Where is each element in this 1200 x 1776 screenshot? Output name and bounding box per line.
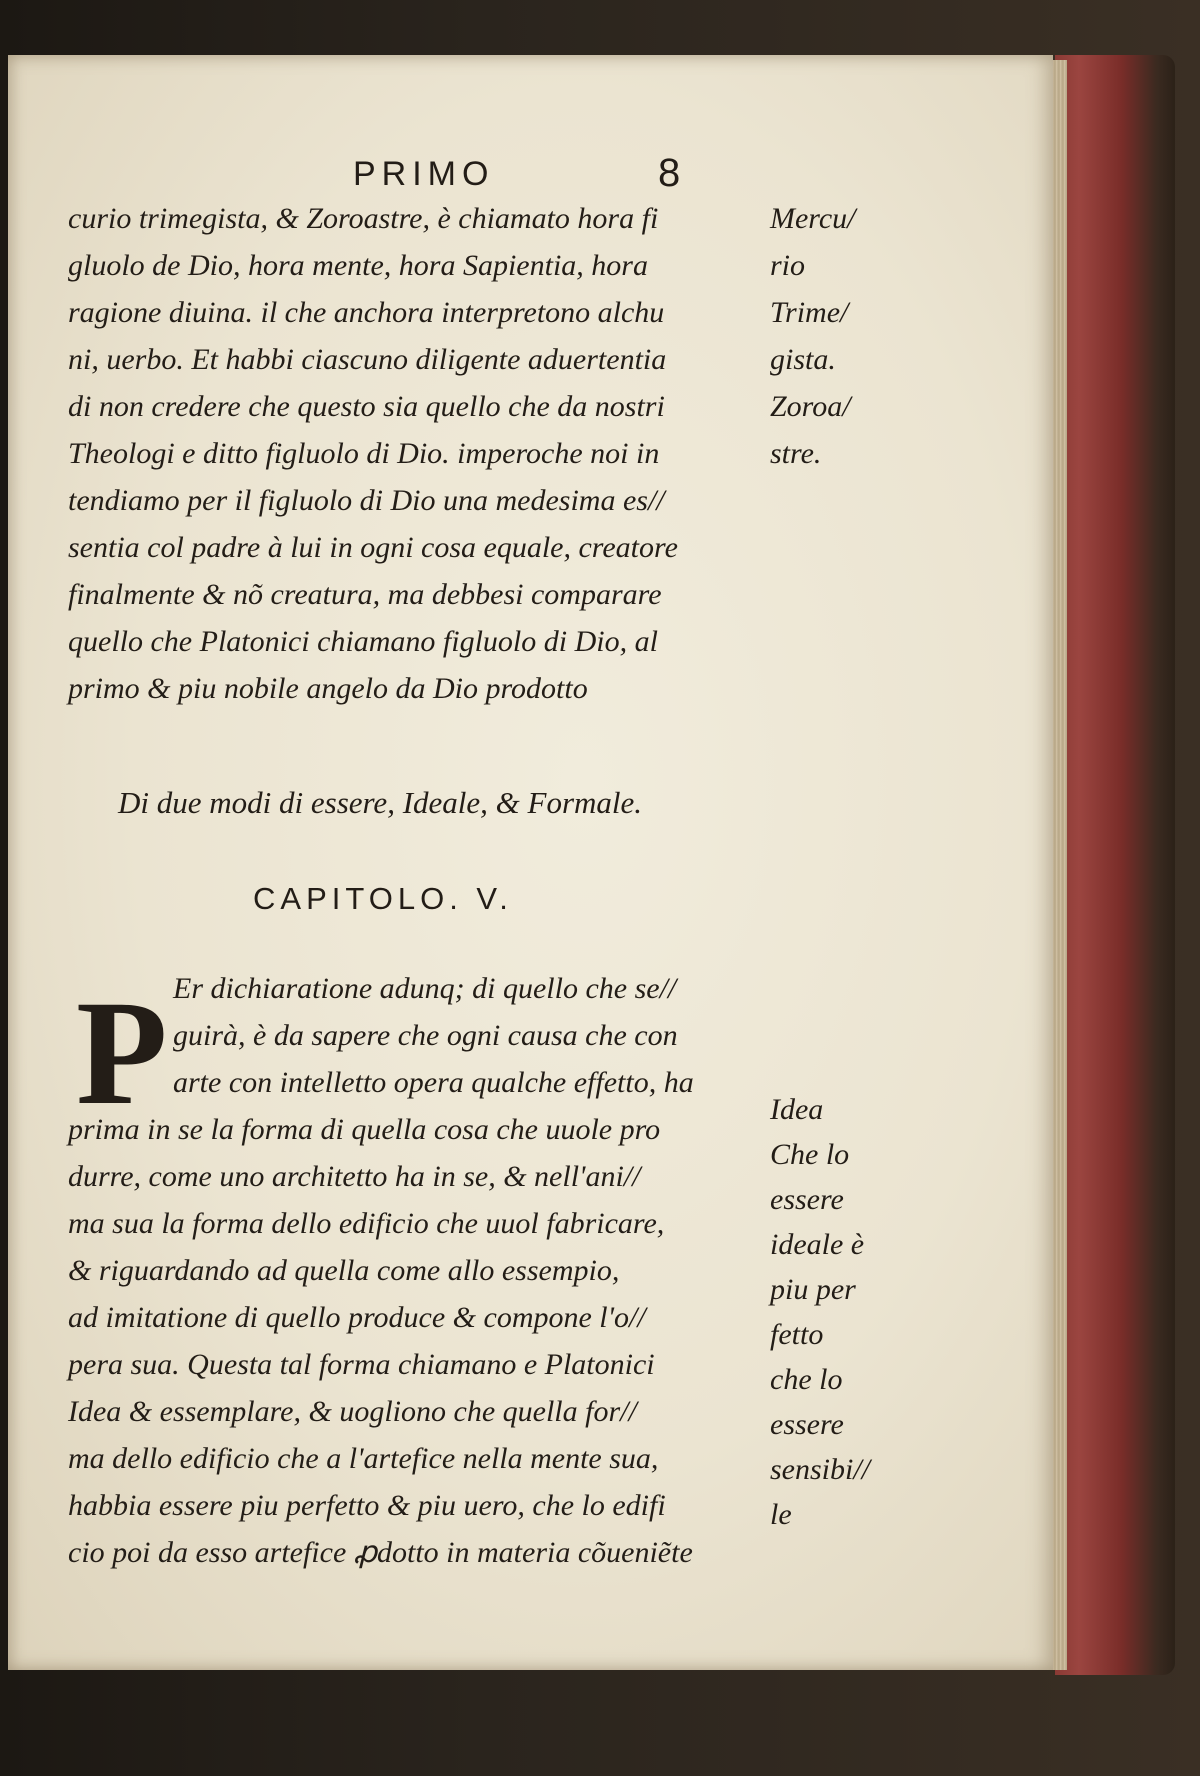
book-page [8, 55, 1053, 1670]
margin-note: rio [770, 249, 806, 282]
running-title: PRIMO [353, 155, 495, 193]
text-line: curio trimegista, & Zoroastre, è chiamato hora fi [68, 202, 659, 235]
text-line: di non credere che questo sia quello che da nostri [68, 390, 665, 423]
text-line: & riguardando ad quella come allo essempio, [68, 1254, 620, 1287]
text-line: ma dello edificio che a l'artefice nella mente sua, [68, 1442, 659, 1475]
margin-note: fetto [770, 1318, 824, 1351]
text-line: cio poi da esso artefice ꝓdotto in materia cõueniẽte [68, 1536, 693, 1569]
margin-note: Trime/ [770, 296, 849, 329]
text-line: gluolo de Dio, hora mente, hora Sapientia, hora [68, 249, 648, 282]
text-line: tendiamo per il figluolo di Dio una medesima es// [68, 484, 665, 517]
text-block-upper [68, 195, 768, 712]
text-line: ni, uerbo. Et habbi ciascuno diligente aduertentia [68, 343, 667, 376]
text-line: primo & piu nobile angelo da Dio prodotto [68, 672, 588, 705]
drop-cap-initial: P [76, 970, 168, 1136]
text-line: guirà, è da sapere che ogni causa che con [173, 1019, 678, 1052]
text-line: finalmente & nõ creatura, ma debbesi comparare [68, 578, 662, 611]
text-line: prima in se la forma di quella cosa che uuole pro [68, 1113, 661, 1146]
text-line: pera sua. Questa tal forma chiamano e Platonici [68, 1348, 655, 1381]
margin-note: le [770, 1498, 792, 1531]
text-line: Idea & essemplare, & uogliono che quella for// [68, 1395, 637, 1428]
margin-note: che lo [770, 1363, 843, 1396]
text-block-lower [68, 965, 768, 1576]
margin-note: sensibi// [770, 1453, 871, 1486]
text-line: arte con intelletto opera qualche effetto, ha [173, 1066, 694, 1099]
text-line: ragione diuina. il che anchora interpretono alchu [68, 296, 665, 329]
text-line: ma sua la forma dello edificio che uuol fabricare, [68, 1207, 665, 1240]
text-line: habbia essere piu perfetto & piu uero, che lo edifi [68, 1489, 666, 1522]
margin-note: Mercu/ [770, 202, 856, 235]
text-line: quello che Platonici chiamano figluolo di Dio, al [68, 625, 658, 658]
book-spine [1055, 55, 1175, 1675]
margin-note: Idea [770, 1093, 824, 1126]
text-line: durre, come uno architetto ha in se, & nell'ani// [68, 1160, 641, 1193]
section-heading: Di due modi di essere, Ideale, & Formale. [118, 785, 643, 820]
text-line: Theologi e ditto figluolo di Dio. imperoche noi in [68, 437, 660, 470]
margin-note: ideale è [770, 1228, 865, 1261]
margin-note: essere [770, 1408, 844, 1441]
margin-notes-lower [770, 1087, 910, 1537]
margin-note: essere [770, 1183, 844, 1216]
page-number: 8 [658, 151, 681, 195]
margin-note: Che lo [770, 1138, 850, 1171]
text-line: Er dichiaratione adunq; di quello che se// [173, 972, 677, 1005]
margin-note: piu per [770, 1273, 856, 1306]
text-line: sentia col padre à lui in ogni cosa equale, creatore [68, 531, 678, 564]
margin-note: Zoroa/ [770, 390, 851, 423]
margin-notes-upper [770, 195, 910, 477]
text-line: ad imitatione di quello produce & compone l'o// [68, 1301, 646, 1334]
chapter-heading: CAPITOLO. V. [253, 881, 513, 916]
margin-note: stre. [770, 437, 822, 470]
margin-note: gista. [770, 343, 836, 376]
